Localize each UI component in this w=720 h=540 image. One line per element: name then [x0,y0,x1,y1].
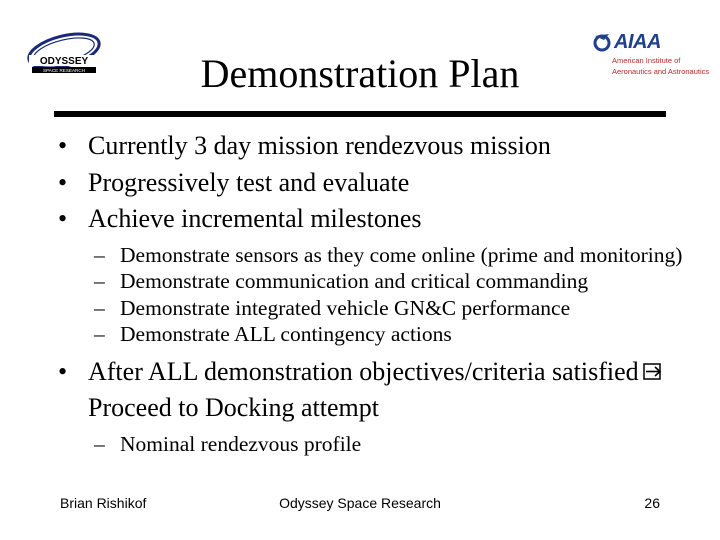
footer-author: Brian Rishikof [60,495,147,511]
bullet-dot: • [58,131,68,160]
sub-bullet-dash: – [94,431,105,456]
bullet-text: Achieve incremental milestones [88,204,422,233]
title-rule [54,111,666,117]
slide-title: Demonstration Plan [200,51,520,96]
bullet-dot: • [58,356,68,386]
aiaa-wordmark: AIAA [614,30,661,53]
sub-bullet-dash: – [94,322,105,346]
sub-bullet-item [56,431,696,458]
aiaa-swoosh-icon [592,32,612,52]
bullet-text-before: After ALL demonstration objectives/criteria satisfied [88,356,639,386]
footer-organization: Odyssey Space Research [279,495,441,511]
svg-text:ODYSSEY: ODYSSEY [39,56,89,67]
bullet-text-after: Proceed to Docking attempt [88,393,379,422]
aiaa-subtitle-2: Aeronautics and Astronautics [612,67,710,76]
bullet-item [56,165,696,202]
bullet-item [56,201,696,238]
bullet-item [56,128,696,165]
right-arrow-icon [643,361,664,382]
sub-bullet-text: Demonstrate communication and critical commanding [120,269,589,293]
sub-bullet-dash: – [94,242,105,267]
sub-bullet-text: Demonstrate ALL contingency actions [120,322,452,346]
sub-bullet-text: Demonstrate sensors as they come online (prime and monitoring) [120,242,683,267]
bullet-list [56,128,696,457]
bullet-text: Currently 3 day mission rendezvous mission [88,131,551,160]
page-number: 26 [644,495,660,511]
bullet-text: Progressively test and evaluate [88,167,410,197]
sub-bullet-dash: – [94,269,105,293]
sub-bullet-text: Nominal rendezvous profile [120,431,362,456]
sub-bullet-dash: – [94,295,105,320]
sub-bullet-item [56,295,696,322]
bullet-dot: • [58,204,68,233]
sub-bullet-item [56,242,696,269]
sub-bullet-item [56,268,696,295]
svg-text:SPACE RESEARCH: SPACE RESEARCH [42,68,86,73]
bullet-dot: • [58,167,68,197]
sub-bullet-item [56,321,696,348]
bullet-item [56,354,696,427]
sub-bullet-text: Demonstrate integrated vehicle GN&C performance [120,295,571,320]
aiaa-subtitle-1: American Institute of [612,56,681,65]
